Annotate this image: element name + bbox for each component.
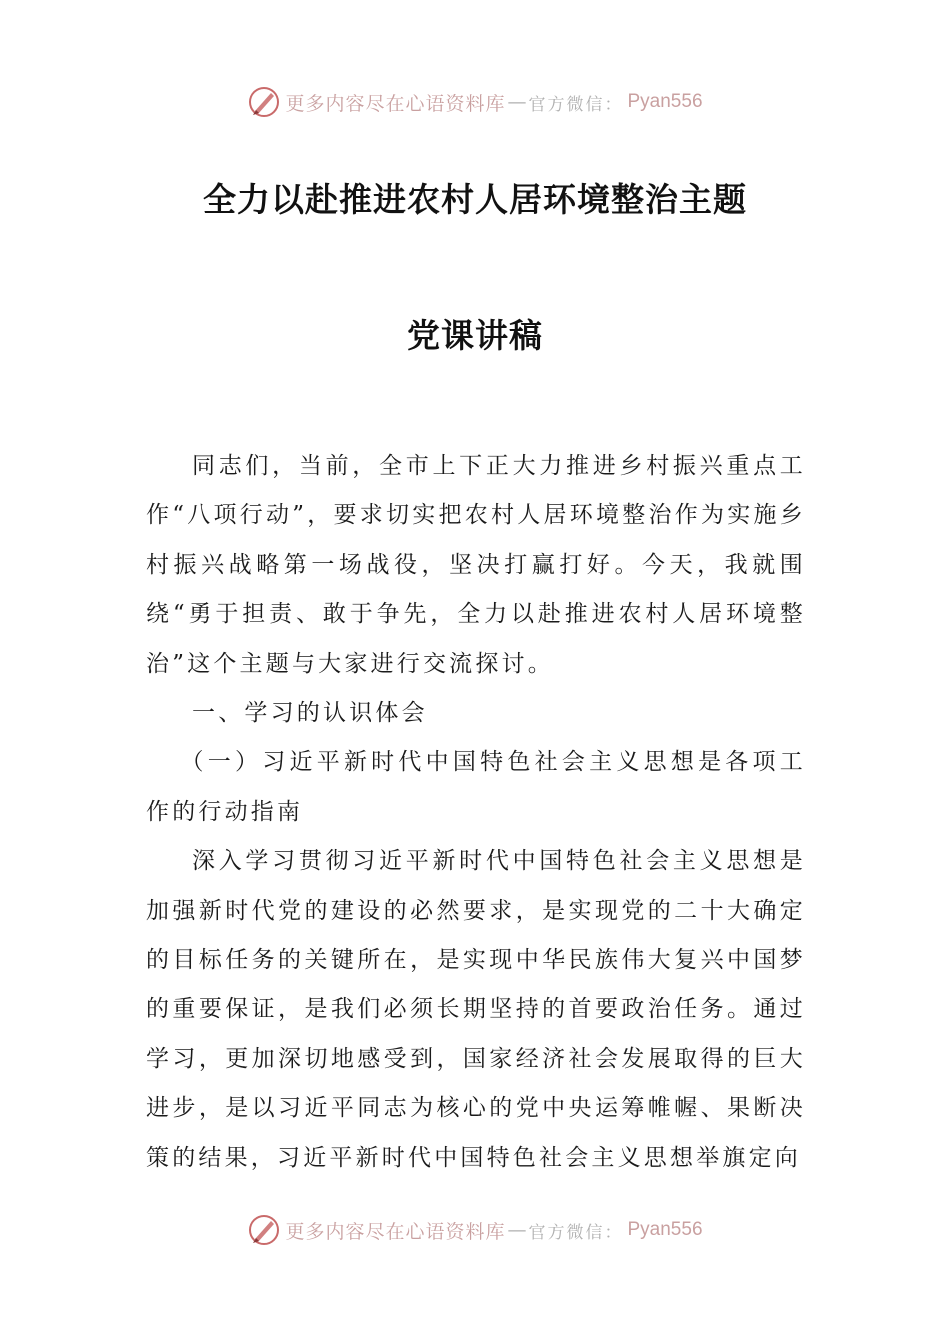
paragraph-intro: 同志们，当前，全市上下正大力推进乡村振兴重点工作“八项行动”，要求切实把农村人居环境整治作为实施乡村振兴战略第一场战役，坚决打赢打好。今天，我就围绕“勇于担责、敢于争先，全力以赴推进农村人居环境整治”这个主题与大家进行交流探讨。 (146, 453, 806, 677)
footer-watermark-banner (0, 1208, 950, 1252)
subsection-heading: （一）习近平新时代中国特色社会主义思想是各项工作的行动指南 (146, 749, 806, 825)
separator-dash: — (507, 91, 527, 113)
document-title-line-2: 党课讲稿 (407, 316, 543, 355)
document-title-line-1: 全力以赴推进农村人居环境整治主题 (203, 180, 747, 219)
pen-logo-icon (247, 1213, 281, 1247)
pen-logo-icon (247, 85, 281, 119)
wechat-id: Pyan556 (627, 1219, 703, 1240)
brand-text: 更多内容尽在心语资料库 (285, 92, 506, 115)
wechat-id: Pyan556 (627, 91, 703, 112)
separator-dash: — (507, 1219, 527, 1241)
paragraph-body: 深入学习贯彻习近平新时代中国特色社会主义思想是加强新时代党的建设的必然要求，是实现党的二十大确定的目标任务的关键所在，是实现中华民族伟大复兴中国梦的重要保证，是我们必须长期坚持的首要政治任务。通过学习，更加深切地感受到，国家经济社会发展取得的巨大进步，是以习近平同志为核心的党中央运筹帷幄、果断决策的结果，习近平新时代中国特色社会主义思想举旗定向 (146, 848, 806, 1171)
brand-text: 更多内容尽在心语资料库 (285, 1220, 506, 1243)
wechat-label: 官方微信： (528, 94, 624, 115)
wechat-label: 官方微信： (528, 1222, 624, 1243)
section-heading: 一、学习的认识体会 (192, 700, 428, 727)
document-body (146, 442, 806, 1183)
header-watermark-banner (0, 80, 950, 124)
